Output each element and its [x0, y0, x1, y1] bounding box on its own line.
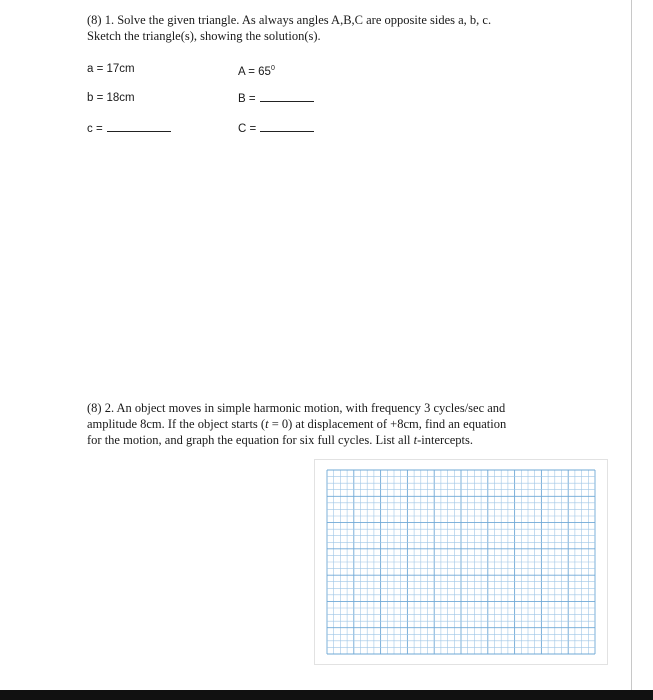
angle-C-blank[interactable]: [260, 121, 314, 132]
angle-C-label: C =: [238, 123, 257, 135]
angle-B-label: B =: [238, 93, 256, 105]
question-1-line-1: 1. Solve the given triangle. As always angles A,B,C are opposite sides a, b, c.: [104, 13, 492, 27]
question-1-line-2: Sketch the triangle(s), showing the solution(s).: [87, 29, 321, 43]
graph-grid: [315, 460, 607, 664]
angle-A-text: A = 65: [238, 65, 271, 78]
question-1-text: [87, 12, 607, 44]
question-1-points: (8): [87, 13, 102, 27]
question-2-line-2b: = 0) at displacement of +8cm, find an equation: [268, 417, 507, 431]
viewer-bottom-bar: [0, 690, 653, 700]
question-2-t-var: t: [265, 417, 269, 431]
degree-mark: 0: [270, 65, 275, 72]
angle-B-blank[interactable]: [260, 91, 314, 102]
question-2-line-2a: amplitude 8cm. If the object starts (: [87, 417, 266, 431]
question-2-line-3: for the motion, and graph the equation for six full cycles. List all: [87, 433, 414, 447]
page-right-border: [631, 0, 632, 690]
question-2-points: (8): [87, 401, 102, 415]
angle-C-field: [238, 121, 314, 136]
question-2-line-3-end: -intercepts.: [417, 433, 474, 447]
question-2-t-var-2: t: [413, 433, 418, 447]
question-2-text: [87, 400, 557, 448]
side-a-value: a = 17cm: [87, 63, 135, 75]
side-c-label: c =: [87, 123, 103, 135]
side-b-value: b = 18cm: [87, 92, 135, 104]
graph-paper[interactable]: [314, 459, 608, 665]
question-2-line-1: 2. An object moves in simple harmonic motion, with frequency 3 cycles/sec and: [104, 401, 506, 415]
angle-A-value: [238, 62, 275, 79]
angle-B-field: [238, 91, 314, 106]
side-c-field: [87, 121, 171, 136]
side-c-blank[interactable]: [107, 121, 171, 132]
